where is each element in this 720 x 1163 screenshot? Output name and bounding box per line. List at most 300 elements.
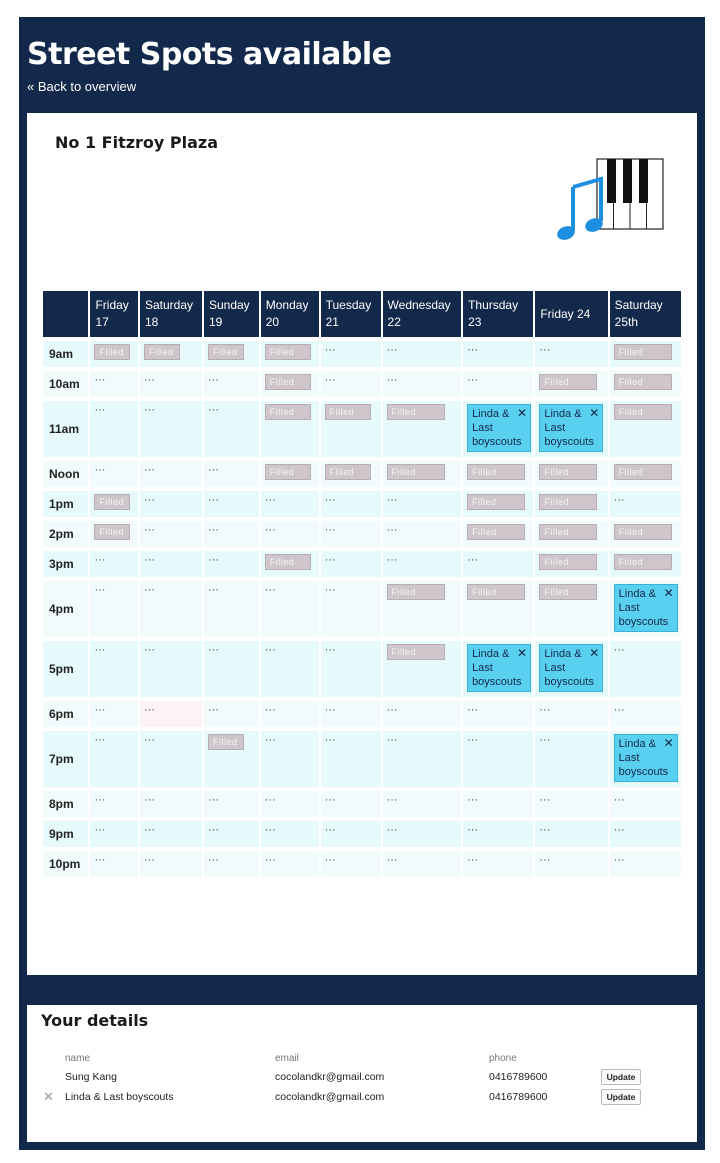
slot-cell[interactable]	[535, 521, 607, 547]
booked-slot[interactable]	[467, 404, 531, 452]
slot-cell[interactable]	[610, 851, 681, 877]
slot-cell[interactable]	[610, 341, 681, 367]
entry-name: Sung Kang	[65, 1071, 117, 1083]
slot-cell[interactable]	[535, 401, 607, 457]
slot-cell[interactable]	[535, 851, 607, 877]
slot-cell[interactable]	[383, 581, 462, 637]
page-frame	[19, 17, 705, 1150]
empty-slot: ···	[467, 854, 479, 866]
booked-name-line: Linda &	[472, 408, 510, 420]
slot-cell[interactable]	[140, 341, 202, 367]
empty-slot: ···	[386, 374, 398, 386]
slot-cell[interactable]	[610, 701, 681, 727]
empty-slot: ···	[264, 524, 276, 536]
slot-cell[interactable]	[463, 401, 533, 457]
day-name: Friday	[95, 298, 129, 312]
slot-cell[interactable]	[261, 731, 319, 787]
filled-slot: Filled	[265, 374, 311, 390]
filled-slot: Filled	[614, 344, 672, 360]
slot-cell[interactable]	[90, 551, 138, 577]
piano-music-note-icon	[549, 153, 667, 251]
filled-slot: Filled	[265, 404, 311, 420]
day-date: 19	[208, 315, 223, 329]
email-column-header: email	[275, 1053, 299, 1064]
day-header	[610, 291, 681, 337]
empty-slot: ···	[539, 734, 551, 746]
booked-name-line: Linda &	[544, 648, 582, 660]
empty-slot: ···	[207, 554, 219, 566]
slot-cell[interactable]	[90, 731, 138, 787]
empty-slot: ···	[386, 734, 398, 746]
empty-slot: ···	[207, 584, 219, 596]
slot-cell[interactable]	[610, 731, 681, 787]
schedule-row	[43, 791, 681, 817]
slot-cell[interactable]	[383, 701, 462, 727]
booked-slot[interactable]	[614, 584, 678, 632]
slot-cell[interactable]	[463, 461, 533, 487]
slot-cell[interactable]	[610, 641, 681, 697]
slot-cell[interactable]	[535, 551, 607, 577]
empty-slot: ···	[207, 524, 219, 536]
slot-cell[interactable]	[463, 731, 533, 787]
booked-name-line: Last	[472, 422, 493, 434]
slot-cell[interactable]	[204, 581, 259, 637]
empty-slot: ···	[386, 344, 398, 356]
day-name: Friday 24	[540, 306, 591, 321]
day-date: 23	[468, 315, 482, 329]
slot-cell[interactable]	[463, 851, 533, 877]
empty-slot: ···	[207, 854, 219, 866]
slot-cell[interactable]	[261, 551, 319, 577]
empty-slot: ···	[324, 824, 336, 836]
slot-cell[interactable]	[321, 641, 381, 697]
filled-slot: Filled	[614, 554, 672, 570]
day-date: 25th	[614, 315, 639, 329]
schedule-row	[43, 581, 681, 637]
slot-cell[interactable]	[140, 401, 202, 457]
slot-cell[interactable]	[261, 491, 319, 517]
entry-name: Linda & Last boyscouts	[65, 1091, 174, 1103]
slot-cell[interactable]	[204, 461, 259, 487]
empty-slot: ···	[143, 554, 155, 566]
slot-cell[interactable]	[321, 731, 381, 787]
slot-cell[interactable]	[261, 851, 319, 877]
slot-cell[interactable]	[204, 731, 259, 787]
entry-email: cocolandkr@gmail.com	[275, 1071, 385, 1083]
day-name: Thursday	[468, 298, 519, 312]
time-label: 3pm	[43, 551, 88, 577]
filled-slot: Filled	[94, 344, 130, 360]
slot-cell[interactable]	[535, 341, 607, 367]
slot-cell[interactable]	[261, 461, 319, 487]
empty-slot: ···	[143, 464, 155, 476]
slot-cell[interactable]	[261, 641, 319, 697]
slot-cell[interactable]	[463, 551, 533, 577]
close-icon[interactable]: ✕	[663, 736, 674, 750]
slot-cell[interactable]	[383, 461, 462, 487]
close-icon[interactable]: ✕	[663, 586, 674, 600]
filled-slot: Filled	[387, 584, 445, 600]
slot-cell[interactable]	[140, 641, 202, 697]
filled-slot: Filled	[614, 524, 672, 540]
empty-slot: ···	[386, 794, 398, 806]
empty-slot: ···	[386, 524, 398, 536]
filled-slot: Filled	[539, 494, 597, 510]
booked-name-line: boyscouts	[618, 766, 669, 778]
slot-cell[interactable]	[321, 821, 381, 847]
booked-slot[interactable]	[467, 644, 531, 692]
slot-cell[interactable]	[90, 491, 138, 517]
slot-cell[interactable]	[321, 851, 381, 877]
day-date: 17	[95, 315, 109, 329]
empty-slot: ···	[143, 404, 155, 416]
phone-column-header: phone	[489, 1053, 517, 1064]
slot-cell[interactable]	[463, 821, 533, 847]
empty-slot: ···	[143, 374, 155, 386]
slot-cell[interactable]	[610, 521, 681, 547]
slot-cell[interactable]	[90, 461, 138, 487]
empty-slot: ···	[143, 584, 155, 596]
day-header	[321, 291, 381, 337]
slot-cell[interactable]	[90, 401, 138, 457]
day-header	[261, 291, 319, 337]
slot-cell[interactable]	[321, 491, 381, 517]
slot-cell[interactable]	[140, 551, 202, 577]
day-date: 21	[325, 315, 339, 329]
slot-cell[interactable]	[321, 521, 381, 547]
empty-slot: ···	[207, 824, 219, 836]
empty-slot: ···	[264, 584, 276, 596]
slot-cell[interactable]	[261, 791, 319, 817]
time-label: 4pm	[43, 581, 88, 637]
schedule-row	[43, 371, 681, 397]
slot-cell[interactable]	[261, 581, 319, 637]
empty-slot: ···	[613, 794, 625, 806]
slot-cell[interactable]	[463, 371, 533, 397]
empty-slot: ···	[324, 344, 336, 356]
schedule-row	[43, 731, 681, 787]
empty-slot: ···	[613, 854, 625, 866]
slot-cell[interactable]	[204, 401, 259, 457]
booked-slot[interactable]	[539, 404, 603, 452]
empty-slot: ···	[386, 824, 398, 836]
slot-cell[interactable]	[90, 341, 138, 367]
slot-cell[interactable]	[261, 401, 319, 457]
slot-cell[interactable]	[321, 581, 381, 637]
slot-cell[interactable]	[90, 371, 138, 397]
time-column-header	[43, 291, 88, 337]
empty-slot: ···	[94, 644, 106, 656]
slot-cell[interactable]	[261, 341, 319, 367]
empty-slot: ···	[207, 494, 219, 506]
location-title: No 1 Fitzroy Plaza	[55, 133, 219, 152]
booked-slot[interactable]	[614, 734, 678, 782]
empty-slot: ···	[94, 854, 106, 866]
slot-cell[interactable]	[383, 551, 462, 577]
time-label: 10am	[43, 371, 88, 397]
time-label: 10pm	[43, 851, 88, 877]
empty-slot: ···	[324, 554, 336, 566]
slot-cell[interactable]	[90, 521, 138, 547]
empty-slot: ···	[467, 374, 479, 386]
slot-cell[interactable]	[204, 491, 259, 517]
slot-cell[interactable]	[610, 791, 681, 817]
schedule-row	[43, 401, 681, 457]
filled-slot: Filled	[208, 734, 244, 750]
details-title: Your details	[41, 1011, 149, 1030]
empty-slot: ···	[467, 344, 479, 356]
slot-cell[interactable]	[610, 581, 681, 637]
schedule-row	[43, 551, 681, 577]
filled-slot: Filled	[387, 464, 445, 480]
booked-name-line: Last	[618, 602, 640, 614]
time-label: 7pm	[43, 731, 88, 787]
time-label: 9am	[43, 341, 88, 367]
slot-cell[interactable]	[204, 551, 259, 577]
day-header	[204, 291, 259, 337]
booked-name-line: Linda &	[544, 408, 582, 420]
day-date: 22	[387, 315, 401, 329]
empty-slot: ···	[264, 794, 276, 806]
empty-slot: ···	[324, 584, 336, 596]
day-name: Sunday	[208, 298, 250, 312]
update-button[interactable]: Update	[601, 1069, 641, 1085]
booked-name-line: boyscouts	[544, 436, 594, 448]
slot-cell[interactable]	[204, 371, 259, 397]
slot-cell[interactable]	[90, 791, 138, 817]
slot-cell[interactable]	[383, 521, 462, 547]
slot-cell[interactable]	[140, 581, 202, 637]
slot-cell[interactable]	[261, 371, 319, 397]
slot-cell[interactable]	[610, 371, 681, 397]
slot-cell[interactable]	[90, 581, 138, 637]
empty-slot: ···	[539, 704, 551, 716]
empty-slot: ···	[207, 374, 219, 386]
slot-cell[interactable]	[463, 641, 533, 697]
day-header	[463, 291, 533, 337]
empty-slot: ···	[467, 734, 479, 746]
filled-slot: Filled	[467, 494, 525, 510]
slot-cell[interactable]	[535, 641, 607, 697]
slot-cell[interactable]	[535, 371, 607, 397]
slot-cell[interactable]	[383, 821, 462, 847]
slot-cell[interactable]	[383, 791, 462, 817]
slot-cell[interactable]	[463, 701, 533, 727]
empty-slot: ···	[467, 794, 479, 806]
day-name: Wednesday	[387, 298, 451, 312]
filled-slot: Filled	[265, 464, 311, 480]
empty-slot: ···	[143, 644, 155, 656]
slot-cell[interactable]	[321, 701, 381, 727]
slot-cell[interactable]	[90, 701, 138, 727]
empty-slot: ···	[207, 644, 219, 656]
slot-cell[interactable]	[321, 461, 381, 487]
time-label: Noon	[43, 461, 88, 487]
slot-cell[interactable]	[204, 821, 259, 847]
empty-slot: ···	[94, 554, 106, 566]
slot-cell[interactable]	[535, 461, 607, 487]
slot-cell[interactable]	[261, 701, 319, 727]
empty-slot: ···	[143, 524, 155, 536]
day-date: 18	[144, 315, 159, 329]
slot-cell[interactable]	[204, 851, 259, 877]
day-header	[535, 291, 607, 337]
day-header	[383, 291, 462, 337]
slot-cell[interactable]	[321, 551, 381, 577]
slot-cell[interactable]	[610, 551, 681, 577]
empty-slot: ···	[467, 554, 479, 566]
filled-slot: Filled	[614, 464, 672, 480]
empty-slot: ···	[324, 734, 336, 746]
slot-cell[interactable]	[204, 521, 259, 547]
slot-cell[interactable]	[535, 791, 607, 817]
empty-slot: ···	[613, 824, 625, 836]
empty-slot: ···	[386, 704, 398, 716]
slot-cell[interactable]	[321, 401, 381, 457]
filled-slot: Filled	[94, 494, 130, 510]
slot-cell[interactable]	[463, 521, 533, 547]
empty-slot: ···	[539, 824, 551, 836]
day-name: Tuesday	[325, 298, 372, 312]
close-icon[interactable]: ✕	[589, 646, 600, 660]
slot-cell[interactable]	[383, 731, 462, 787]
empty-slot: ···	[539, 344, 551, 356]
slot-cell[interactable]	[463, 491, 533, 517]
empty-slot: ···	[94, 704, 106, 716]
booked-slot[interactable]	[539, 644, 603, 692]
filled-slot: Filled	[539, 464, 597, 480]
slot-cell[interactable]	[140, 821, 202, 847]
time-label: 9pm	[43, 821, 88, 847]
slot-cell[interactable]	[610, 401, 681, 457]
empty-slot: ···	[613, 704, 625, 716]
booked-name-line: Linda &	[618, 738, 656, 750]
slot-cell[interactable]	[140, 731, 202, 787]
day-name: Saturday	[614, 298, 663, 312]
empty-slot: ···	[264, 494, 276, 506]
schedule-table	[41, 287, 683, 881]
empty-slot: ···	[264, 854, 276, 866]
booked-name-line: boyscouts	[618, 616, 669, 628]
slot-cell[interactable]	[90, 851, 138, 877]
empty-slot: ···	[94, 464, 106, 476]
slot-cell[interactable]	[535, 701, 607, 727]
empty-slot: ···	[467, 704, 479, 716]
close-icon[interactable]: ✕	[517, 406, 528, 420]
schedule-panel	[27, 113, 697, 975]
booked-name-line: Last	[544, 422, 566, 434]
entry-phone: 0416789600	[489, 1071, 548, 1083]
time-label: 1pm	[43, 491, 88, 517]
booked-name-line: boyscouts	[544, 676, 594, 688]
empty-slot: ···	[324, 854, 336, 866]
slot-cell[interactable]	[463, 791, 533, 817]
filled-slot: Filled	[265, 554, 311, 570]
time-label: 2pm	[43, 521, 88, 547]
empty-slot: ···	[264, 734, 276, 746]
slot-cell[interactable]	[610, 491, 681, 517]
name-column-header: name	[65, 1053, 91, 1064]
day-header	[140, 291, 202, 337]
back-to-overview-link[interactable]: « Back to overview	[27, 79, 137, 94]
slot-cell[interactable]	[321, 341, 381, 367]
slot-cell[interactable]	[383, 491, 462, 517]
slot-cell[interactable]	[610, 461, 681, 487]
close-icon[interactable]: ✕	[43, 1089, 54, 1104]
slot-cell[interactable]	[261, 521, 319, 547]
slot-cell[interactable]	[610, 821, 681, 847]
filled-slot: Filled	[325, 404, 371, 420]
slot-cell[interactable]	[383, 371, 462, 397]
booked-name-line: Last	[618, 752, 640, 764]
slot-cell[interactable]	[140, 701, 202, 727]
slot-cell[interactable]	[535, 491, 607, 517]
empty-slot: ···	[143, 824, 155, 836]
slot-cell[interactable]	[463, 341, 533, 367]
slot-cell[interactable]	[140, 491, 202, 517]
empty-slot: ···	[207, 404, 219, 416]
slot-cell[interactable]	[535, 581, 607, 637]
schedule-row	[43, 341, 681, 367]
slot-cell[interactable]	[140, 791, 202, 817]
slot-cell[interactable]	[90, 641, 138, 697]
slot-cell[interactable]	[383, 401, 462, 457]
schedule-row	[43, 821, 681, 847]
booked-name-line: Linda &	[618, 588, 656, 600]
filled-slot: Filled	[539, 554, 597, 570]
empty-slot: ···	[143, 734, 155, 746]
slot-cell[interactable]	[383, 851, 462, 877]
slot-cell[interactable]	[535, 821, 607, 847]
slot-cell[interactable]	[321, 791, 381, 817]
slot-cell[interactable]	[535, 731, 607, 787]
filled-slot: Filled	[387, 644, 445, 660]
empty-slot: ···	[324, 704, 336, 716]
empty-slot: ···	[207, 794, 219, 806]
update-button[interactable]: Update	[601, 1089, 641, 1105]
booked-name-line: boyscouts	[472, 676, 522, 688]
slot-cell[interactable]	[204, 341, 259, 367]
filled-slot: Filled	[467, 464, 525, 480]
empty-slot: ···	[143, 794, 155, 806]
empty-slot: ···	[207, 704, 219, 716]
schedule-row	[43, 521, 681, 547]
close-icon[interactable]: ✕	[517, 646, 528, 660]
slot-cell[interactable]	[383, 341, 462, 367]
filled-slot: Filled	[467, 524, 525, 540]
slot-cell[interactable]	[140, 521, 202, 547]
slot-cell[interactable]	[321, 371, 381, 397]
slot-cell[interactable]	[140, 461, 202, 487]
slot-cell[interactable]	[204, 701, 259, 727]
slot-cell[interactable]	[140, 851, 202, 877]
slot-cell[interactable]	[140, 371, 202, 397]
slot-cell[interactable]	[383, 641, 462, 697]
empty-slot: ···	[386, 854, 398, 866]
slot-cell[interactable]	[204, 791, 259, 817]
slot-cell[interactable]	[463, 581, 533, 637]
empty-slot: ···	[207, 464, 219, 476]
day-name: Saturday	[144, 298, 194, 312]
empty-slot: ···	[324, 524, 336, 536]
slot-cell[interactable]	[204, 641, 259, 697]
slot-cell[interactable]	[261, 821, 319, 847]
empty-slot: ···	[94, 374, 106, 386]
slot-cell[interactable]	[90, 821, 138, 847]
close-icon[interactable]: ✕	[589, 406, 600, 420]
empty-slot: ···	[264, 704, 276, 716]
time-label: 6pm	[43, 701, 88, 727]
